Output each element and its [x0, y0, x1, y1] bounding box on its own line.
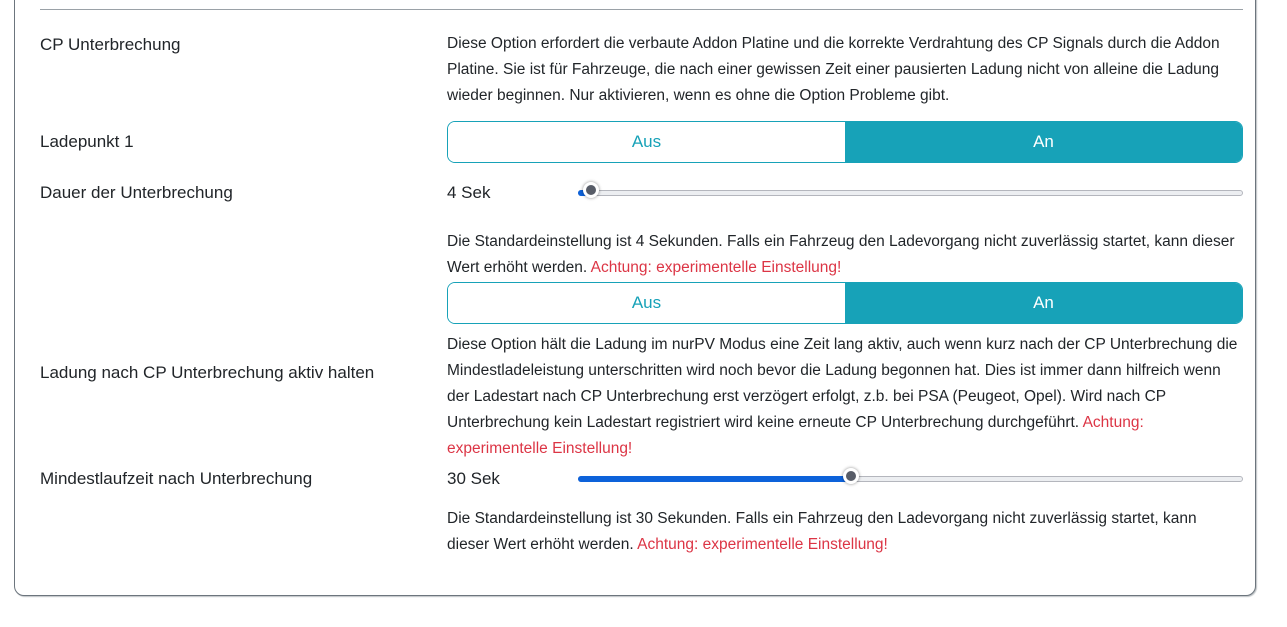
- slider-track[interactable]: [578, 190, 1243, 196]
- description-text: Diese Option erfordert die verbaute Addon Platine und die korrekte Verdrahtung des CP Signals durch die Addon Platine. Sie ist für Fahrzeuge, die nach einer gewissen Zeit einer pausierten Ladung nicht von alleine die Ladung wieder beginnen. Nur aktivieren, wenn es ohne die Option Probleme gibt.: [447, 35, 1220, 104]
- toggle-group-ladung-aktiv-halten[interactable]: [447, 282, 1243, 324]
- settings-card-body: [15, 9, 1255, 627]
- warning-text: Achtung: experimentelle Einstellung!: [590, 259, 842, 276]
- toggle-option-aus[interactable]: Aus: [448, 122, 845, 162]
- setting-control: [447, 465, 1243, 558]
- setting-description: [447, 31, 1243, 109]
- toggle-group-ladepunkt-1[interactable]: [447, 121, 1243, 163]
- setting-row-ladung-aktiv-halten: [40, 282, 1243, 462]
- toggle-option-aus[interactable]: Aus: [448, 283, 845, 323]
- setting-label: Ladepunkt 1: [40, 132, 134, 151]
- setting-label: CP Unterbrechung: [40, 35, 181, 54]
- setting-description: [447, 506, 1243, 558]
- setting-description: [447, 332, 1243, 462]
- slider-row: [447, 179, 1243, 207]
- slider-row: [447, 465, 1243, 493]
- description-text: Die Standardeinstellung ist 4 Sekunden. Falls ein Fahrzeug den Ladevorgang nicht zuverlässig startet, kann dieser Wert erhöht werden.: [447, 233, 1235, 276]
- setting-control: [447, 179, 1243, 281]
- setting-row-ladepunkt-1: [40, 121, 1243, 163]
- setting-label: Dauer der Unterbrechung: [40, 183, 233, 202]
- setting-row-cp-unterbrechung: [40, 31, 1243, 109]
- setting-label: Mindestlaufzeit nach Unterbrechung: [40, 469, 313, 488]
- description-text: Diese Option hält die Ladung im nurPV Modus eine Zeit lang aktiv, auch wenn kurz nach der CP Unterbrechung die Mindestladeleistung unterschritten wird noch bevor die Ladung begonnen hat. Dies ist immer dann hilfreich wenn der Ladestart nach CP Unterbrechung erst verzögert erfolgt, z.b. bei PSA (Peugeot, Opel). Wird nach CP Unterbrechung kein Ladestart registriert wird keine erneute CP Unterbrechung durchgeführt.: [447, 336, 1238, 431]
- setting-label: Ladung nach CP Unterbrechung aktiv halten: [40, 363, 375, 382]
- slider-thumb[interactable]: [583, 182, 599, 198]
- min-runtime-slider[interactable]: [578, 465, 1243, 493]
- toggle-option-an[interactable]: An: [845, 122, 1242, 162]
- description-text: Die Standardeinstellung ist 30 Sekunden. Falls ein Fahrzeug den Ladevorgang nicht zuverlässig startet, kann dieser Wert erhöht werden.: [447, 510, 1197, 553]
- setting-row-mindestlaufzeit: [40, 465, 1243, 558]
- settings-card: [14, 0, 1256, 596]
- slider-value-label: 4 Sek: [447, 183, 491, 202]
- toggle-option-an[interactable]: An: [845, 283, 1242, 323]
- section-divider: [40, 9, 1243, 10]
- warning-text: Achtung: experimentelle Einstellung!: [637, 536, 888, 553]
- slider-value-label: 30 Sek: [447, 469, 500, 488]
- slider-fill: [578, 476, 851, 482]
- warning-text: Achtung: experimentelle Einstellung!: [447, 414, 1144, 457]
- duration-slider[interactable]: [578, 179, 1243, 207]
- setting-description: [447, 229, 1243, 281]
- slider-thumb[interactable]: [843, 468, 859, 484]
- setting-control: [447, 282, 1243, 462]
- setting-row-dauer-der-unterbrechung: [40, 179, 1243, 281]
